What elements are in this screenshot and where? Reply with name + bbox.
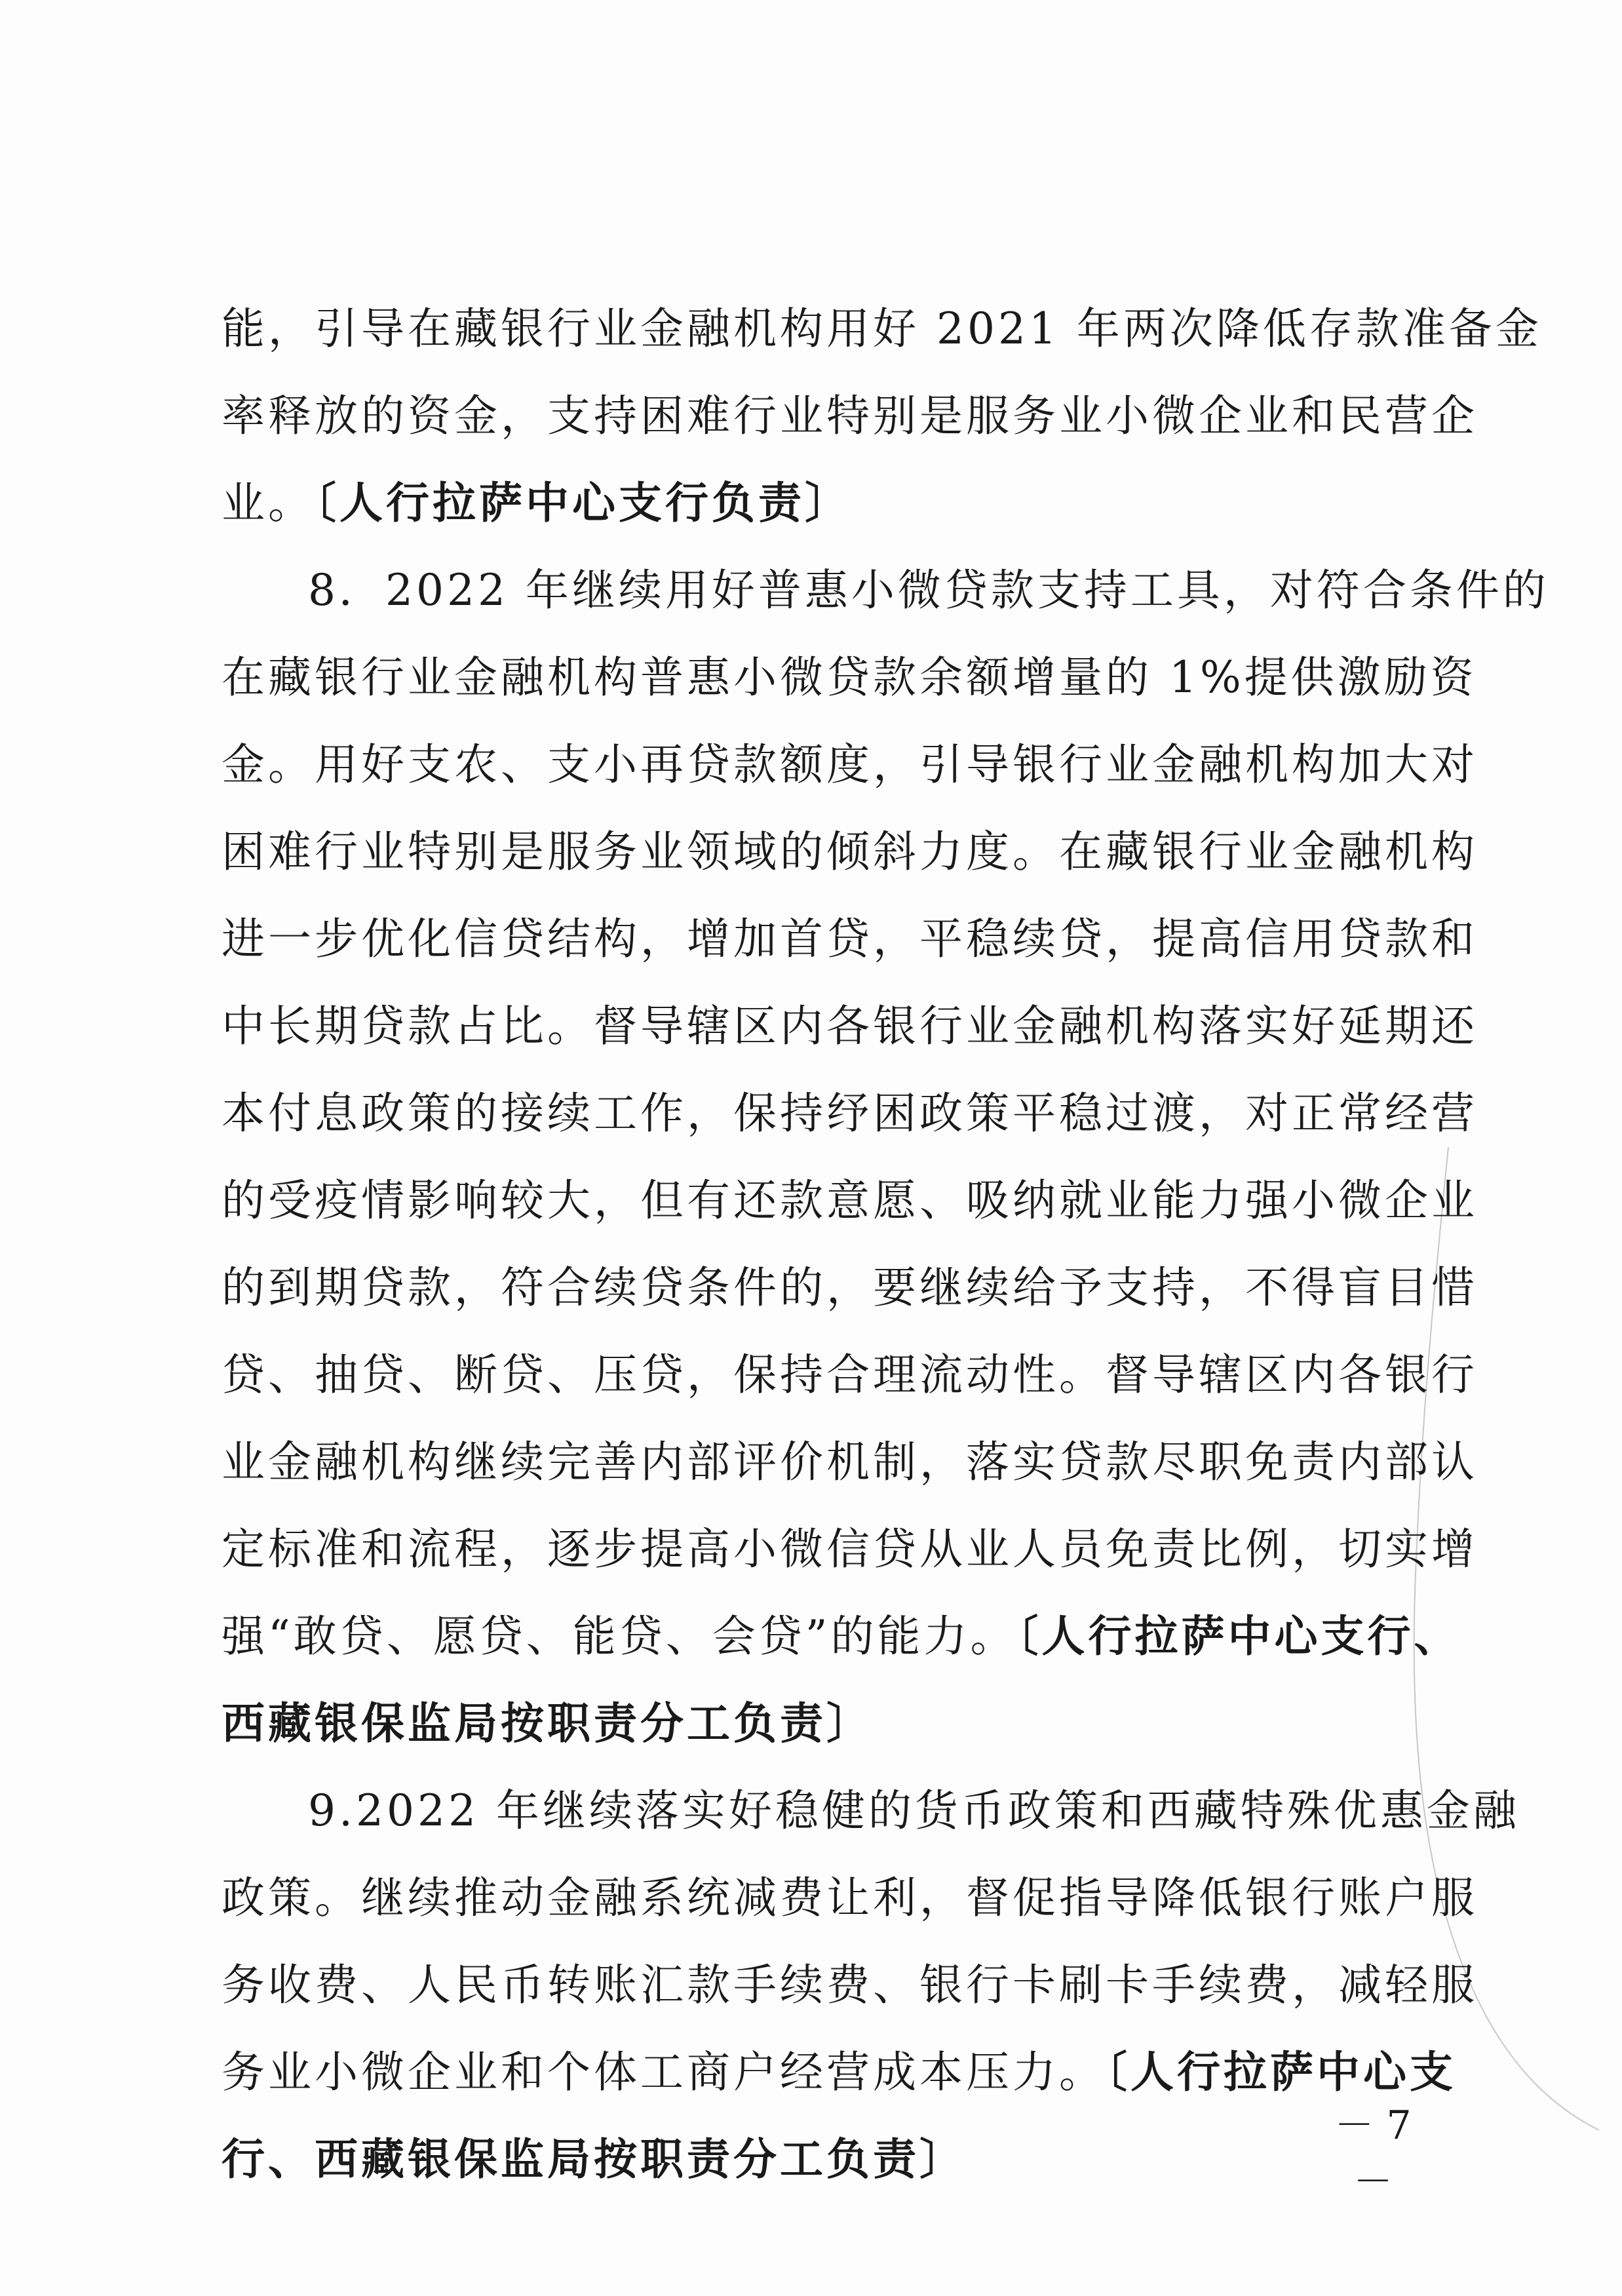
paragraph-line <box>222 2029 1456 2116</box>
responsible-note-line: 行、西藏银保监局按职责分工负责〕 <box>222 2133 966 2185</box>
paragraph-line: 能，引导在藏银行业金融机构用好 2021 年两次降低存款准备金 <box>222 303 1542 354</box>
paragraph-line: 在藏银行业金融机构普惠小微贷款余额增量的 1%提供激励资 <box>222 652 1477 703</box>
paragraph-line: 金。用好支农、支小再贷款额度，引导银行业金融机构加大对 <box>222 739 1478 790</box>
responsible-note: 〔人行拉萨中心支行负责〕 <box>315 477 851 528</box>
paragraph-line <box>222 1593 1461 1680</box>
paragraph-last-line <box>222 459 1421 547</box>
page-number: － 7 － <box>1334 2103 1412 2205</box>
paragraph-line: 中长期贷款占比。督导辖区内各银行业金融机构落实好延期还 <box>222 1001 1478 1051</box>
paragraph-line: 的受疫情影响较大，但有还款意愿、吸纳就业能力强小微企业 <box>222 1175 1478 1226</box>
paragraph-line: 务收费、人民币转账汇款手续费、银行卡刷卡手续费，减轻服 <box>222 1960 1478 2010</box>
paragraph-first-line: 9.2022 年继续落实好稳健的货币政策和西藏特殊优惠金融 <box>308 1785 1520 1836</box>
paragraph-line: 本付息政策的接续工作，保持纾困政策平稳过渡，对正常经营 <box>222 1088 1478 1138</box>
responsible-note: 〔人行拉萨中心支 <box>1106 2046 1456 2097</box>
paragraph-text: 强“敢贷、愿贷、能贷、会贷”的能力。 <box>222 1611 1017 1662</box>
paragraph-line: 业金融机构继续完善内部评价机制，落实贷款尽职免责内部认 <box>222 1437 1478 1487</box>
paragraph-line: 政策。继续推动金融系统减费让利，督促指导降低银行账户服 <box>222 1873 1478 1923</box>
paragraph-line: 的到期贷款，符合续贷条件的，要继续给予支持，不得盲目惜 <box>222 1262 1478 1313</box>
responsible-note: 〔人行拉萨中心支行、 <box>1016 1610 1461 1662</box>
paragraph-first-line: 8．2022 年继续用好普惠小微贷款支持工具，对符合条件的 <box>308 565 1549 615</box>
paragraph-line: 困难行业特别是服务业领域的倾斜力度。在藏银行业金融机构 <box>222 827 1478 877</box>
paragraph-line: 贷、抽贷、断贷、压贷，保持合理流动性。督导辖区内各银行 <box>222 1350 1478 1400</box>
paragraph-line: 定标准和流程，逐步提高小微信贷从业人员免责比例，切实增 <box>222 1524 1478 1574</box>
paragraph-text: 务业小微企业和个体工商户经营成本压力。 <box>222 2047 1106 2097</box>
paragraph-text: 业。 <box>222 478 315 528</box>
paragraph-line: 率释放的资金，支持困难行业特别是服务业小微企业和民营企 <box>222 391 1478 441</box>
paragraph-line: 进一步优化信贷结构，增加首贷，平稳续贷，提高信用贷款和 <box>222 914 1478 964</box>
responsible-note-line: 西藏银保监局按职责分工负责〕 <box>222 1698 873 1749</box>
body-text <box>222 285 1549 2203</box>
